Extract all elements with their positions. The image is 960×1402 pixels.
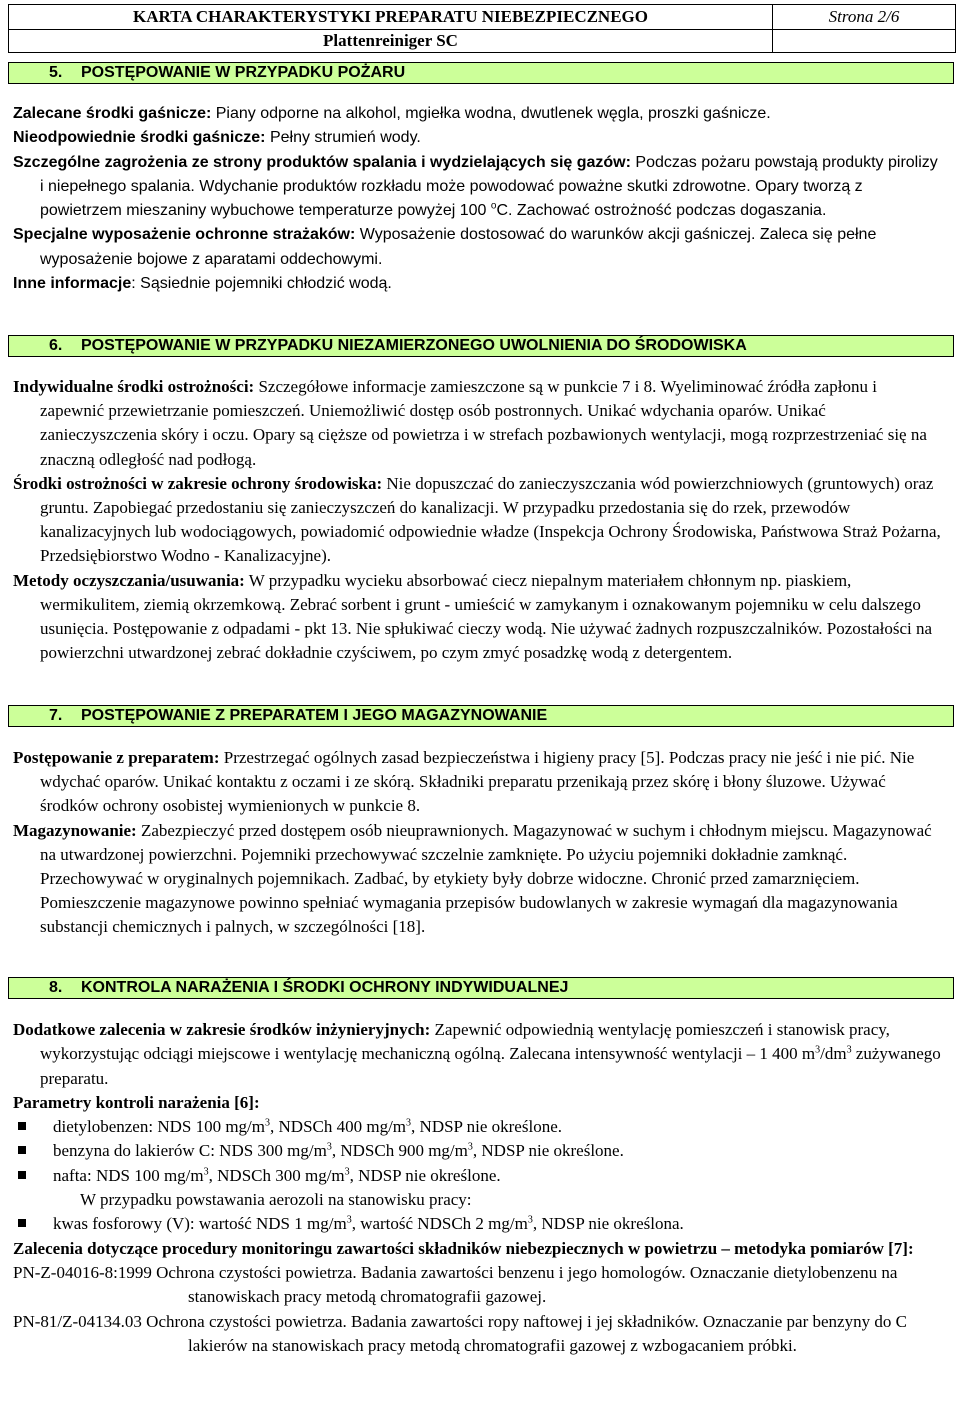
s6-environment: Środki ostrożności w zakresie ochrony środowiska: Nie dopuszczać do zanieczyszczania wód powierzchniowych (gruntowych) oraz gruntu. Zapobiegać przedostaniu się zanieczyszczeń do kanalizacji. W przypadku przedostania się do rzek, przewodów kanalizacyjnych lub wodociągowych, powiadomić odpowiednie władze (Inspekcja Ochrony Środowiska, Państwowa Straż Pożarna, Przedsiębiorstwo Wodno - Kanalizacyjne).	[13, 473, 941, 566]
document-title: KARTA CHARAKTERYSTYKI PREPARATU NIEBEZPIECZNEGO	[9, 5, 773, 30]
section-5-heading: 5. POSTĘPOWANIE W PRZYPADKU POŻARU	[8, 62, 954, 84]
s5-other-info: Inne informacje: Sąsiednie pojemniki chłodzić wodą.	[13, 275, 392, 293]
s6-personal-precautions: Indywidualne środki ostrożności: Szczegółowe informacje zamieszczone są w punkcie 7 i 8. Wyeliminować źródła zapłonu i zapewnić przewietrzanie pomieszczeń. Uniemożliwić dostęp osób postronnych. Unikać wdychania oparów. Unikać zanieczyszczenia skóry i oczu. Opary są cięższe od powietrza i w strefach pozbawionych wentylacji, mogą rozprzestrzeniać się na znaczną odległość nad podłogą.	[13, 377, 927, 469]
section-7-heading: 7. POSTĘPOWANIE Z PREPARATEM I JEGO MAGAZYNOWANIE	[8, 705, 954, 727]
header-empty-cell	[773, 30, 956, 53]
section-6-heading: 6. POSTĘPOWANIE W PRZYPADKU NIEZAMIERZONEGO UWOLNIENIA DO ŚRODOWISKA	[8, 335, 954, 357]
s8-engineering-measures: Dodatkowe zalecenia w zakresie środków inżynieryjnych: Zapewnić odpowiednią wentylację pomieszczeń i stanowisk pracy, wykorzystując odciągi miejscowe i wentylację mechaniczną ogólną. Zalecana intensywność wentylacji – 1 400 $m^3/dm^3$ zużywanego preparatu.	[13, 1020, 941, 1088]
product-name: Plattenreiniger SC	[9, 30, 773, 53]
page-number: Strona 2/6	[773, 5, 956, 30]
s8-exposure-params-label: Parametry kontroli narażenia [6]:	[13, 1092, 260, 1112]
s5-extinguishing: Zalecane środki gaśnicze: Piany odporne na alkohol, mgiełka wodna, dwutlenek węgla, proszki gaśnicze.	[13, 105, 771, 122]
section-6-body	[13, 375, 943, 665]
s8-monitoring-label: Zalecenia dotyczące procedury monitoringu zawartości składników niebezpiecznych w powietrzu – metodyka pomiarów [7]:	[13, 1238, 914, 1258]
s8-reference-1: PN-Z-04016-8:1999 Ochrona czystości powietrza. Badania zawartości benzenu i jego homologów. Oznaczanie dietylobenzenu na stanowiskach pracy metodą chromatografii gazowej.	[13, 1262, 898, 1307]
section-8-heading: 8. KONTROLA NARAŻENIA I ŚRODKI OCHRONY INDYWIDUALNEJ	[8, 977, 954, 999]
s8-bullet-kwas-fosforowy: kwas fosforowy (V): wartość NDS 1 $mg/m^3$, wartość NDSCh 2 $mg/m^3$, NDSP nie określona.	[13, 1212, 943, 1236]
s5-hazards: Szczególne zagrożenia ze strony produktów spalania i wydzielających się gazów: Podczas pożaru powstają produkty pirolizy i niepełnego spalania. Wdychanie produktów rozkładu może powodować poważne skutki zdrowotne. Opary tworzą z powietrzem mieszaniny wybuchowe temperaturze powyżej 100 $^o$C. Zachować ostrożność podczas dogaszania.	[13, 153, 938, 220]
s8-aerosol-note: W przypadku powstawania aerozoli na stanowisku pracy:	[80, 1190, 472, 1210]
s6-cleanup: Metody oczyszczania/usuwania: W przypadku wycieku absorbować ciecz niepalnym materiałem chłonnym np. piaskiem, wermikulitem, ziemią okrzemkową. Zebrać sorbent i grunt - umieścić w zamykanym i oznakowanym pojemniku w celu dalszego usunięcia. Postępowanie z odpadami - pkt 13. Nie spłukiwać cieczy wodą. Nie używać żadnych rozpuszczalników. Pozostałości na powierzchni utwardzonej zebrać dokładnie czyściwem, po czym zmyć posadzkę wodą z detergentem.	[13, 570, 933, 663]
s8-bullet-benzyna: benzyna do lakierów C: NDS 300 $mg/m^3$, NDSCh 900 $mg/m^3$, NDSP nie określone.	[13, 1139, 943, 1163]
section-8-body	[13, 1018, 943, 1358]
s7-storage: Magazynowanie: Zabezpieczyć przed dostępem osób nieuprawnionych. Magazynować w suchym i chłodnym miejscu. Magazynować na utwardzonej powierzchni. Pojemniki przechowywać szczelnie zamknięte. Po użyciu pojemniki dokładnie zamknąć. Przechowywać w oryginalnych pojemnikach. Zadbać, by etykiety były dobrze widoczne. Chronić przed zamarznięciem. Pomieszczenie magazynowe powinno spełniać wymagania przepisów budowlanych w zakresie wymagań dla magazynowania substancji chemicznych i palnych, w szczególności [18].	[13, 820, 932, 937]
s5-unsuitable: Nieodpowiednie środki gaśnicze: Pełny strumień wody.	[13, 129, 421, 147]
document-header	[8, 4, 956, 60]
s7-handling: Postępowanie z preparatem: Przestrzegać ogólnych zasad bezpieczeństwa i higieny pracy [5]. Podczas pracy nie jeść i nie pić. Nie wdychać oparów. Unikać kontaktu z oczami i ze skórą. Składniki preparatu przenikają przez skórę i błony śluzowe. Używać środków ochrony osobistej wymienionych w punkcie 8.	[13, 748, 915, 816]
s8-bullet-dietylobenzen: dietylobenzen: NDS 100 $mg/m^3$, NDSCh 400 $mg/m^3$, NDSP nie określone.	[13, 1115, 943, 1139]
s8-reference-2: PN-81/Z-04134.03 Ochrona czystości powietrza. Badania zawartości ropy naftowej i jej składników. Oznaczanie par benzyny do C lakierów na stanowiskach pracy metodą chromatografii gazowej z wzbogacaniem próbki.	[13, 1311, 907, 1355]
section-7-body	[13, 746, 943, 940]
s8-bullet-nafta: nafta: NDS 100 $mg/m^3$, NDSCh 300 $mg/m^3$, NDSP nie określone.	[13, 1164, 943, 1188]
section-5-body	[13, 102, 943, 296]
s5-firefighter-equipment: Specjalne wyposażenie ochronne strażaków: Wyposażenie dostosować do warunków akcji gaśniczej. Zaleca się pełne wyposażenie bojowe z aparatami oddechowymi.	[13, 226, 877, 268]
